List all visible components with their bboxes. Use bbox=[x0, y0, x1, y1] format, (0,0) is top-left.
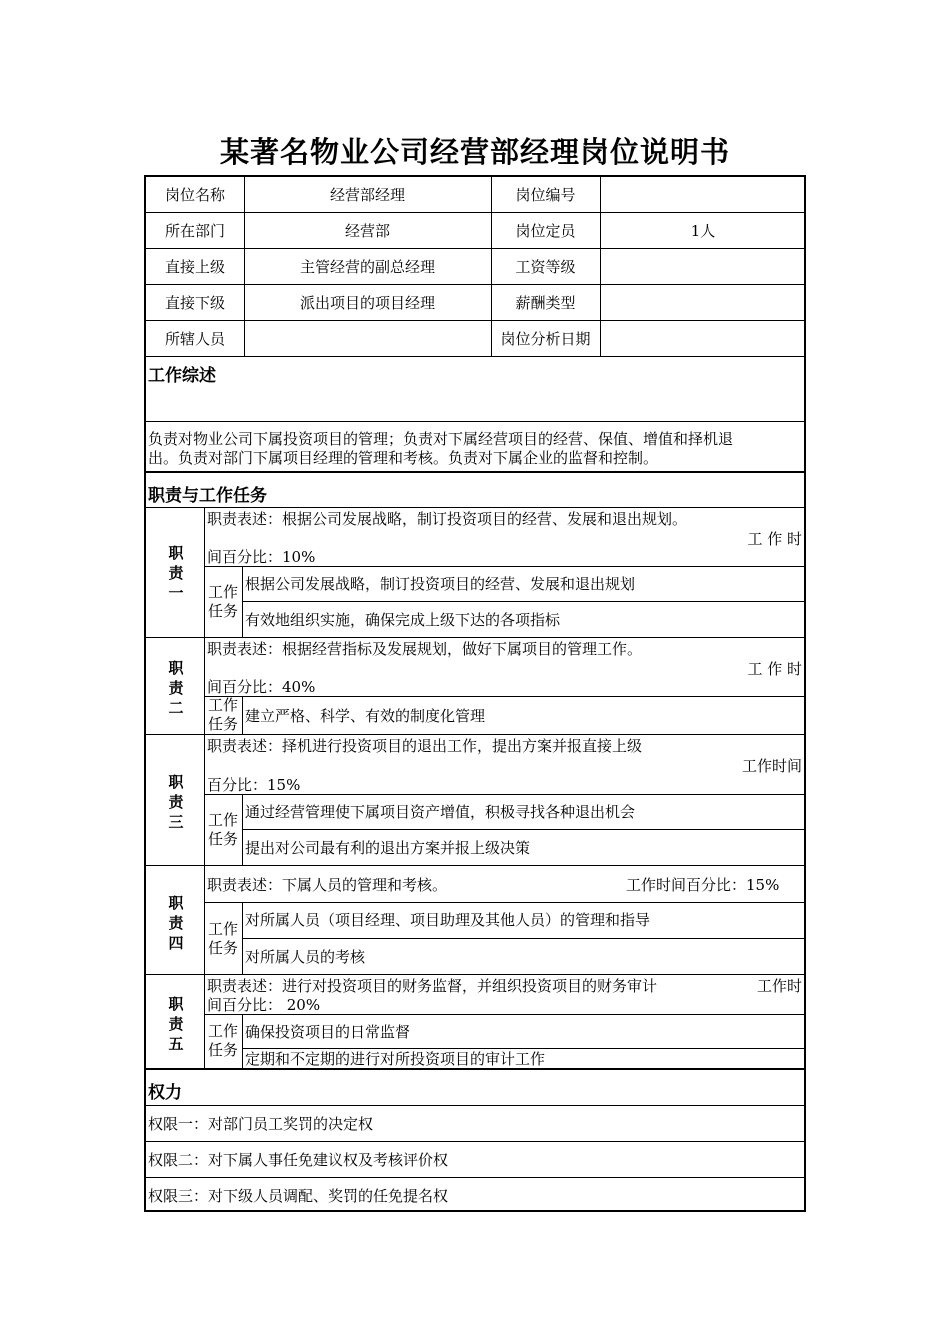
row-divider bbox=[146, 320, 806, 321]
row-divider bbox=[242, 829, 806, 830]
duty-label: 职 责 三 bbox=[168, 773, 184, 831]
value-direct-superior: 主管经营的副总经理 bbox=[299, 258, 435, 276]
row-divider bbox=[146, 356, 806, 357]
row-divider bbox=[146, 734, 806, 735]
duty-time-label: 工 作 时 bbox=[747, 530, 802, 548]
duty-label: 职 责 四 bbox=[168, 894, 184, 952]
row-divider bbox=[242, 938, 806, 939]
label-direct-superior: 直接上级 bbox=[164, 258, 225, 276]
task-item: 通过经营管理使下属项目资产增值，积极寻找各种退出机会 bbox=[245, 803, 636, 821]
row-divider bbox=[146, 284, 806, 285]
duty-time-label: 工作时 bbox=[756, 977, 802, 995]
row-divider bbox=[204, 1014, 806, 1015]
duty-label: 职 责 二 bbox=[168, 659, 184, 717]
summary-heading: 工作综述 bbox=[148, 366, 216, 386]
task-item: 有效地组织实施，确保完成上级下达的各项指标 bbox=[245, 611, 561, 629]
label-position-code: 岗位编号 bbox=[515, 186, 576, 204]
summary-text-line: 出。负责对部门下属项目经理的管理和考核。负责对下属企业的监督和控制。 bbox=[148, 449, 659, 467]
duty-time-percent: 百分比：15% bbox=[207, 776, 301, 794]
duty-time-label: 工作时间 bbox=[741, 757, 802, 775]
row-divider bbox=[146, 1141, 806, 1142]
duty-time-percent: 工作时间百分比：15% bbox=[626, 876, 780, 894]
section-divider bbox=[146, 1068, 806, 1070]
value-position-name: 经营部经理 bbox=[329, 186, 405, 204]
label-pay-type: 薪酬类型 bbox=[515, 294, 576, 312]
row-divider bbox=[146, 1105, 806, 1106]
duty-label: 职 责 五 bbox=[168, 995, 184, 1053]
col-divider bbox=[242, 1014, 243, 1068]
task-item: 建立严格、科学、有效的制度化管理 bbox=[245, 707, 486, 725]
task-label: 工作 任务 bbox=[207, 1022, 238, 1059]
row-divider bbox=[204, 566, 806, 567]
label-headcount: 岗位定员 bbox=[515, 222, 576, 240]
power-heading: 权力 bbox=[148, 1083, 182, 1103]
label-analysis-date: 岗位分析日期 bbox=[500, 330, 591, 348]
value-headcount: 1人 bbox=[690, 222, 716, 240]
value-department: 经营部 bbox=[344, 222, 390, 240]
label-salary-grade: 工资等级 bbox=[515, 258, 576, 276]
duty-description: 职责表述：进行对投资项目的财务监督，并组织投资项目的财务审计 bbox=[207, 977, 658, 995]
task-label: 工作 任务 bbox=[207, 811, 238, 848]
page-title: 某著名物业公司经营部经理岗位说明书 bbox=[219, 135, 730, 169]
row-divider bbox=[242, 601, 806, 602]
task-item: 对所属人员（项目经理、项目助理及其他人员）的管理和指导 bbox=[245, 911, 651, 929]
duty-time-percent: 间百分比：40% bbox=[207, 678, 316, 696]
task-item: 根据公司发展战略，制订投资项目的经营、发展和退出规划 bbox=[245, 575, 636, 593]
task-label: 工作 任务 bbox=[207, 696, 238, 733]
duty-time-percent: 间百分比：10% bbox=[207, 548, 316, 566]
row-divider bbox=[146, 865, 806, 866]
row-divider bbox=[204, 696, 806, 697]
section-divider bbox=[146, 471, 806, 473]
duty-description: 职责表述：下属人员的管理和考核。 bbox=[207, 876, 448, 894]
power-item: 权限三：对下级人员调配、奖罚的任免提名权 bbox=[148, 1187, 449, 1205]
duty-time-label: 工 作 时 bbox=[747, 660, 802, 678]
duty-time-percent: 间百分比： 20% bbox=[207, 996, 321, 1014]
duty-description: 职责表述：择机进行投资项目的退出工作，提出方案并报直接上级 bbox=[207, 737, 643, 755]
power-item: 权限二：对下属人事任免建议权及考核评价权 bbox=[148, 1151, 449, 1169]
task-item: 确保投资项目的日常监督 bbox=[245, 1023, 411, 1041]
row-divider bbox=[204, 794, 806, 795]
duty-label: 职 责 一 bbox=[168, 544, 184, 602]
task-label: 工作 任务 bbox=[207, 583, 238, 620]
row-divider bbox=[204, 902, 806, 903]
col-divider bbox=[242, 696, 243, 734]
label-position-name: 岗位名称 bbox=[164, 186, 225, 204]
task-item: 提出对公司最有利的退出方案并报上级决策 bbox=[245, 839, 531, 857]
duty-description: 职责表述：根据公司发展战略，制订投资项目的经营、发展和退出规划。 bbox=[207, 510, 688, 528]
label-department: 所在部门 bbox=[164, 222, 225, 240]
col-divider bbox=[600, 177, 601, 356]
task-item: 定期和不定期的进行对所投资项目的审计工作 bbox=[245, 1050, 546, 1068]
task-label: 工作 任务 bbox=[207, 920, 238, 957]
label-staff: 所辖人员 bbox=[164, 330, 225, 348]
duties-heading: 职责与工作任务 bbox=[148, 486, 267, 506]
duty-description: 职责表述：根据经营指标及发展规划，做好下属项目的管理工作。 bbox=[207, 640, 643, 658]
row-divider bbox=[146, 212, 806, 213]
row-divider bbox=[146, 507, 806, 508]
job-description-table bbox=[144, 175, 806, 1212]
row-divider bbox=[146, 1177, 806, 1178]
power-item: 权限一：对部门员工奖罚的决定权 bbox=[148, 1115, 374, 1133]
row-divider bbox=[146, 421, 806, 422]
row-divider bbox=[146, 974, 806, 975]
label-direct-subordinate: 直接下级 bbox=[164, 294, 225, 312]
task-item: 对所属人员的考核 bbox=[245, 948, 366, 966]
row-divider bbox=[146, 637, 806, 638]
row-divider bbox=[146, 248, 806, 249]
summary-text-line: 负责对物业公司下属投资项目的管理；负责对下属经营项目的经营、保值、增值和择机退 bbox=[148, 430, 734, 448]
value-direct-subordinate: 派出项目的项目经理 bbox=[299, 294, 435, 312]
